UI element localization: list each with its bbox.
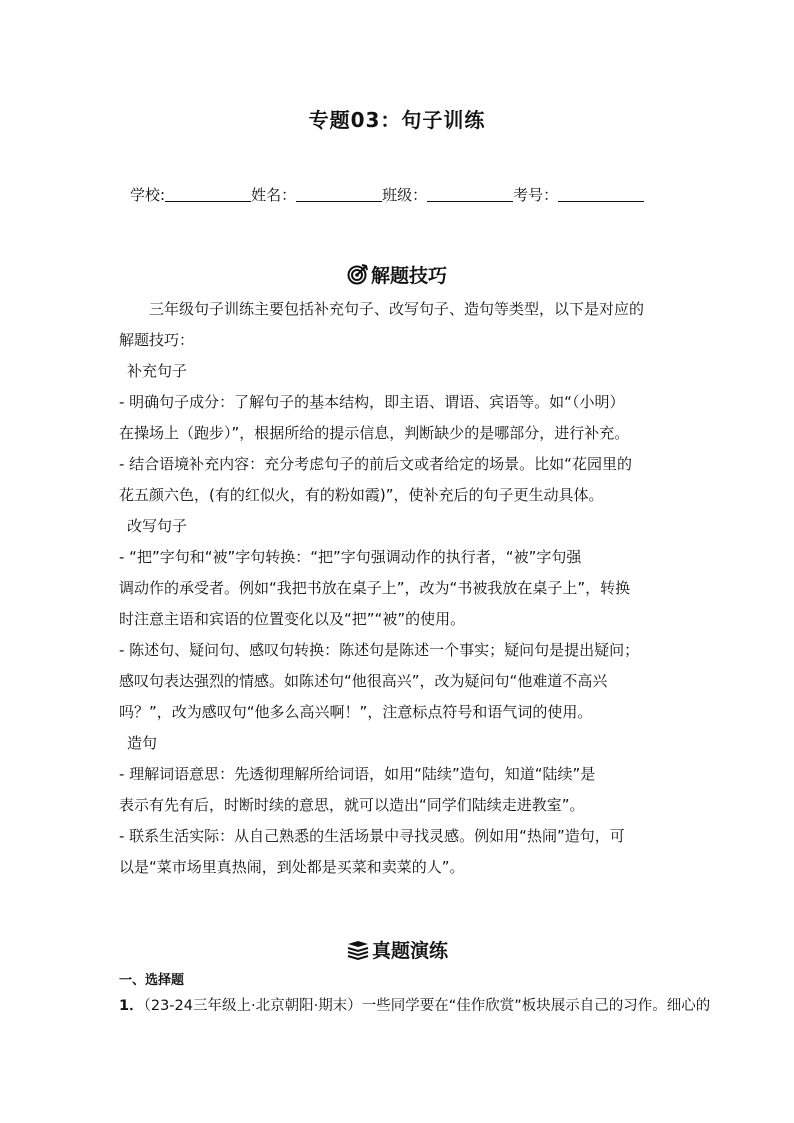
exam-no-label: 考号： bbox=[513, 186, 559, 204]
rewrite-line-2: 调动作的承受者。例如“我把书放在桌子上”，改为“书被我放在桌子上”，转换 bbox=[119, 579, 631, 597]
tips-heading-text: 解题技巧 bbox=[370, 265, 447, 287]
make-sentence-line-2: 表示有先有后，时断时续的意思，就可以造出“同学们陆续走进教室”。 bbox=[119, 796, 585, 814]
class-label: 班级： bbox=[382, 186, 428, 204]
practice-heading bbox=[0, 936, 794, 965]
intro-line-1: 三年级句子训练主要包括补充句子、改写句子、造句等类型，以下是对应的 bbox=[149, 300, 645, 318]
make-sentence-line-1: - 理解词语意思：先透彻理解所给词语，如用“陆续”造句，知道“陆续”是 bbox=[119, 765, 596, 783]
rewrite-line-6: 吗？”，改为感叹句“他多么高兴啊！”，注意标点符号和语气词的使用。 bbox=[119, 703, 593, 721]
class-blank bbox=[427, 186, 513, 202]
supplement-line-3: - 结合语境补充内容：充分考虑句子的前后文或者给定的场景。比如“花园里的 bbox=[119, 455, 632, 473]
make-sentence-heading: 造句 bbox=[127, 734, 158, 752]
tips-heading bbox=[0, 261, 794, 290]
question-1-text: （23-24三年级上·北京朝阳·期末）一些同学要在“佳作欣赏”板块展示自己的习作。细心的 bbox=[143, 998, 711, 1014]
name-label: 姓名： bbox=[251, 186, 297, 204]
make-sentence-line-3: - 联系生活实际：从自己熟悉的生活场景中寻找灵感。例如用“热闹”造句，可 bbox=[119, 827, 625, 845]
school-label: 学校: bbox=[130, 186, 166, 204]
rewrite-heading: 改写句子 bbox=[127, 517, 188, 535]
rewrite-line-1: - “把”字句和“被”字句转换：“把”字句强调动作的执行者，“被”字句强 bbox=[119, 548, 582, 566]
question-1 bbox=[119, 994, 711, 1015]
supplement-line-2: 在操场上（跑步）”，根据所给的提示信息，判断缺少的是哪部分，进行补充。 bbox=[119, 424, 630, 442]
target-icon bbox=[347, 263, 369, 290]
school-blank bbox=[165, 186, 251, 202]
page-title: 专题03：句子训练 bbox=[308, 108, 486, 132]
rewrite-line-3: 时注意主语和宾语的位置变化以及“把”“被”的使用。 bbox=[119, 610, 466, 628]
intro-line-2: 解题技巧： bbox=[119, 331, 195, 349]
question-1-number: 1． bbox=[119, 998, 144, 1014]
tips-body bbox=[119, 294, 679, 883]
books-icon bbox=[346, 940, 370, 965]
rewrite-line-5: 感叹句表达强烈的情感。如陈述句“他很高兴”，改为疑问句“他难道不高兴 bbox=[119, 672, 608, 690]
make-sentence-line-4: 以是“菜市场里真热闹，到处都是买菜和卖菜的人”。 bbox=[119, 858, 465, 876]
exam-no-blank bbox=[558, 186, 644, 202]
supplement-line-4: 花五颜六色，(有的红似火，有的粉如霞)”，使补充后的句子更生动具体。 bbox=[119, 486, 604, 504]
student-info-row bbox=[130, 184, 644, 205]
supplement-heading: 补充句子 bbox=[127, 362, 188, 380]
section-choice-heading: 一、选择题 bbox=[119, 973, 185, 988]
supplement-line-1: - 明确句子成分：了解句子的基本结构，即主语、谓语、宾语等。如“（小明） bbox=[119, 393, 625, 411]
name-blank bbox=[296, 186, 382, 202]
rewrite-line-4: - 陈述句、疑问句、感叹句转换：陈述句是陈述一个事实；疑问句是提出疑问； bbox=[119, 641, 640, 659]
practice-heading-text: 真题演练 bbox=[371, 940, 448, 962]
